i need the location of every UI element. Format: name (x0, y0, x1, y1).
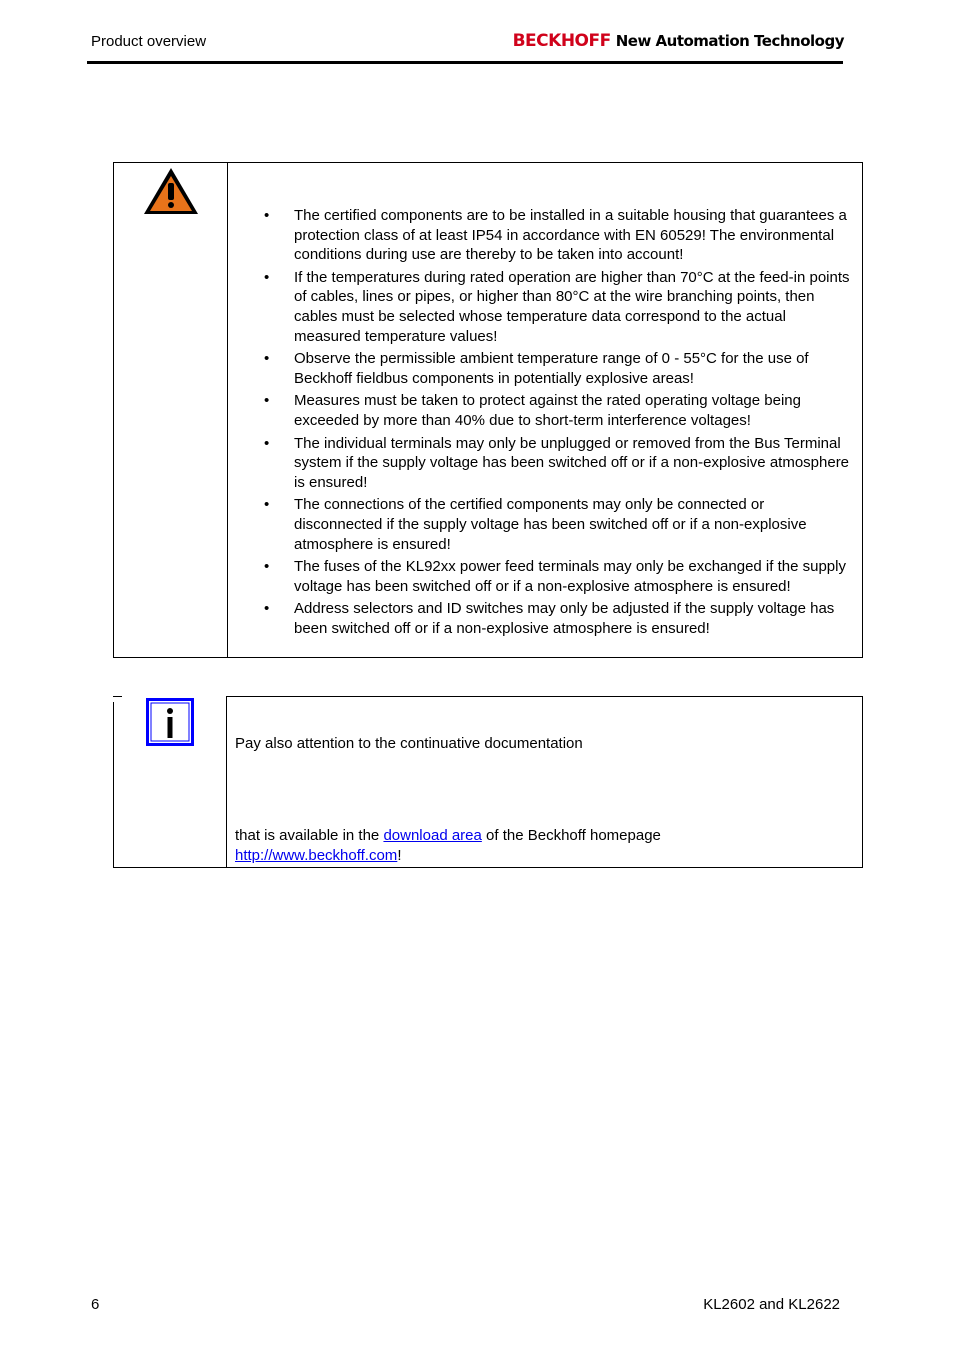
brand-logo (513, 31, 844, 51)
note-box (113, 696, 863, 868)
note-text: Pay also attention to the continuative documentation (235, 735, 583, 752)
list-item: • If the temperatures during rated operation are higher than 70°C at the feed-in points of cables, lines or pipes, or higher than 80°C at the wire branching points, then cables must be selected whose temperature data correspond to the actual measured temperature values! (264, 268, 854, 346)
homepage-link[interactable]: http://www.beckhoff.com (235, 846, 398, 864)
note-box-top-line (226, 696, 863, 697)
list-item: • Measures must be taken to protect against the rated operating voltage being exceeded by more than 40% due to short-term interference voltages! (264, 391, 854, 430)
list-item: • The certified components are to be installed in a suitable housing that guarantees a protection class of at least IP54 in accordance with EN 60529! The environmental conditions during use are thereby to be taken into account! (264, 206, 854, 265)
note-link-text (235, 826, 661, 865)
brand-name: BECKHOFF (512, 31, 611, 51)
note-text-suffix: of the Beckhoff homepage (481, 827, 661, 844)
warning-box-divider (227, 163, 228, 657)
page-section-title: Product overview (91, 33, 207, 50)
warning-triangle-icon (142, 166, 200, 216)
list-item: • Observe the permissible ambient temperature range of 0 - 55°C for the use of Beckhoff fieldbus components in potentially explosive areas! (264, 349, 854, 388)
list-item: • The connections of the certified components may only be connected or disconnected if the supply voltage has been switched off or if a non-explosive atmosphere is ensured! (264, 495, 854, 554)
brand-tagline: New Automation Technology (615, 32, 844, 50)
note-box-top-stub (113, 696, 122, 697)
list-item: • The fuses of the KL92xx power feed terminals may only be exchanged if the supply voltage has been switched off or if a non-explosive atmosphere is ensured! (264, 557, 854, 596)
list-item: • Address selectors and ID switches may only be adjusted if the supply voltage has been switched off or if a non-explosive atmosphere is ensured! (264, 599, 854, 638)
exclamation: ! (397, 846, 402, 864)
warning-list (264, 206, 854, 641)
note-box-divider (226, 696, 227, 867)
note-text-prefix: that is available in the (235, 827, 384, 844)
note-box-left-line (113, 702, 114, 868)
document-title: KL2602 and KL2622 (703, 1296, 840, 1313)
list-item: • The individual terminals may only be unplugged or removed from the Bus Terminal system if the supply voltage has been switched off or if a non-explosive atmosphere is ensured! (264, 434, 854, 493)
page-number: 6 (91, 1296, 100, 1313)
info-icon (146, 698, 194, 746)
download-area-link[interactable]: download area (383, 827, 482, 844)
warning-box (113, 162, 863, 658)
header-divider (87, 61, 843, 64)
